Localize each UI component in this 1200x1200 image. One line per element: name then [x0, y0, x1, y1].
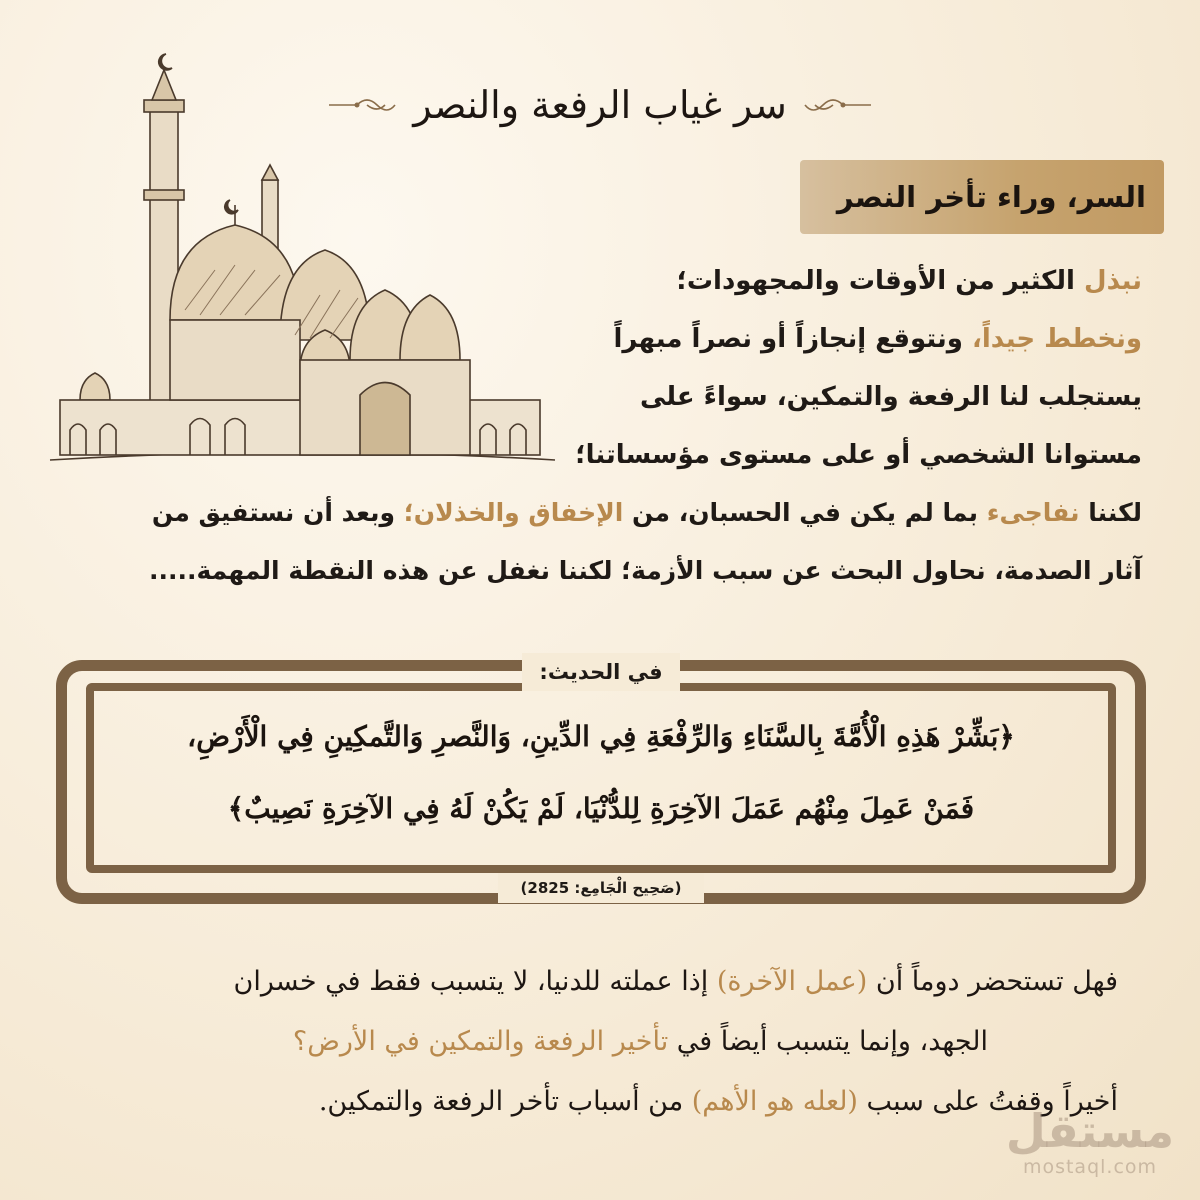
- highlight-text: تأخير الرفعة والتمكين في الأرض؟: [292, 1026, 669, 1057]
- paragraph-line-1: [677, 266, 1142, 296]
- line-text: من أسباب تأخر الرفعة والتمكين.: [318, 1086, 692, 1117]
- highlight-text: الإخفاق والخذلان؛: [403, 498, 624, 527]
- hadith-line-2: فَمَنْ عَمِلَ مِنْهُم عَمَلَ الآخِرَةِ لِلدُّنْيَا، لَمْ يَكُنْ لَهُ فِي الآخِرَةِ نَصِيبٌ﴾: [227, 792, 975, 825]
- ornament-left-icon: [327, 95, 397, 115]
- paragraph-line-4: مستوانا الشخصي أو على مستوى مؤسساتنا؛: [575, 440, 1142, 470]
- paragraph-line-5: [152, 498, 1142, 527]
- paragraph-line-3: يستجلب لنا الرفعة والتمكين، سواءً على: [639, 382, 1142, 412]
- highlight-text: (عمل الآخرة): [716, 966, 868, 997]
- line-text: بما لم يكن في الحسبان، من: [623, 498, 987, 527]
- line-text: الكثير من الأوقات والمجهودات؛: [676, 266, 1085, 296]
- hadith-line-1: ﴿بَشِّرْ هَذِهِ الْأُمَّةَ بِالسَّنَاءِ وَالرِّفْعَةِ فِي الدِّينِ، وَالنَّصرِ وَالتَّمكِينِ فِي الْأَرْضِ،: [187, 720, 1015, 753]
- subheading-banner: [800, 160, 1164, 234]
- watermark: [1000, 1104, 1180, 1188]
- hadith-source: (صَحِيح الْجَامِع: 2825): [498, 873, 704, 903]
- hadith-frame-inner: [86, 683, 1116, 873]
- highlight-text: نبذل: [1084, 266, 1142, 296]
- line-text: لكننا: [1079, 498, 1142, 527]
- line-text: الجهد، وإنما يتسبب أيضاً في: [668, 1026, 988, 1057]
- line-text: وبعد أن نستفيق من: [151, 498, 404, 527]
- watermark-latin: mostaql.com: [1022, 1156, 1158, 1178]
- watermark-arabic: مستقل: [1005, 1104, 1175, 1158]
- highlight-text: نفاجىء: [986, 498, 1080, 527]
- highlight-text: ونخطط جيداً،: [971, 324, 1142, 354]
- line-text: أخيراً وقفتُ على سبب: [857, 1086, 1118, 1117]
- line-text: ونتوقع إنجازاً أو نصراً مبهراً: [613, 324, 972, 354]
- question-line-2: [293, 1026, 988, 1057]
- subheading-text: السر، وراء تأخر النصر: [836, 180, 1146, 214]
- ornament-right-icon: [803, 95, 873, 115]
- highlight-text: (لعله هو الأهم): [691, 1086, 858, 1117]
- title-row: [320, 70, 880, 140]
- line-text: فهل تستحضر دوماً أن: [867, 966, 1118, 997]
- line-text: إذا عملته للدنيا، لا يتسبب فقط في خسران: [233, 966, 717, 997]
- page-title: سر غياب الرفعة والنصر: [413, 83, 787, 127]
- question-line-1: [234, 966, 1118, 997]
- question-line-3: [319, 1086, 1118, 1117]
- paragraph-line-6: آثار الصدمة، نحاول البحث عن سبب الأزمة؛ لكننا نغفل عن هذه النقطة المهمة.....: [149, 556, 1142, 585]
- paragraph-line-2: [614, 324, 1143, 354]
- hadith-label: في الحديث:: [522, 653, 680, 691]
